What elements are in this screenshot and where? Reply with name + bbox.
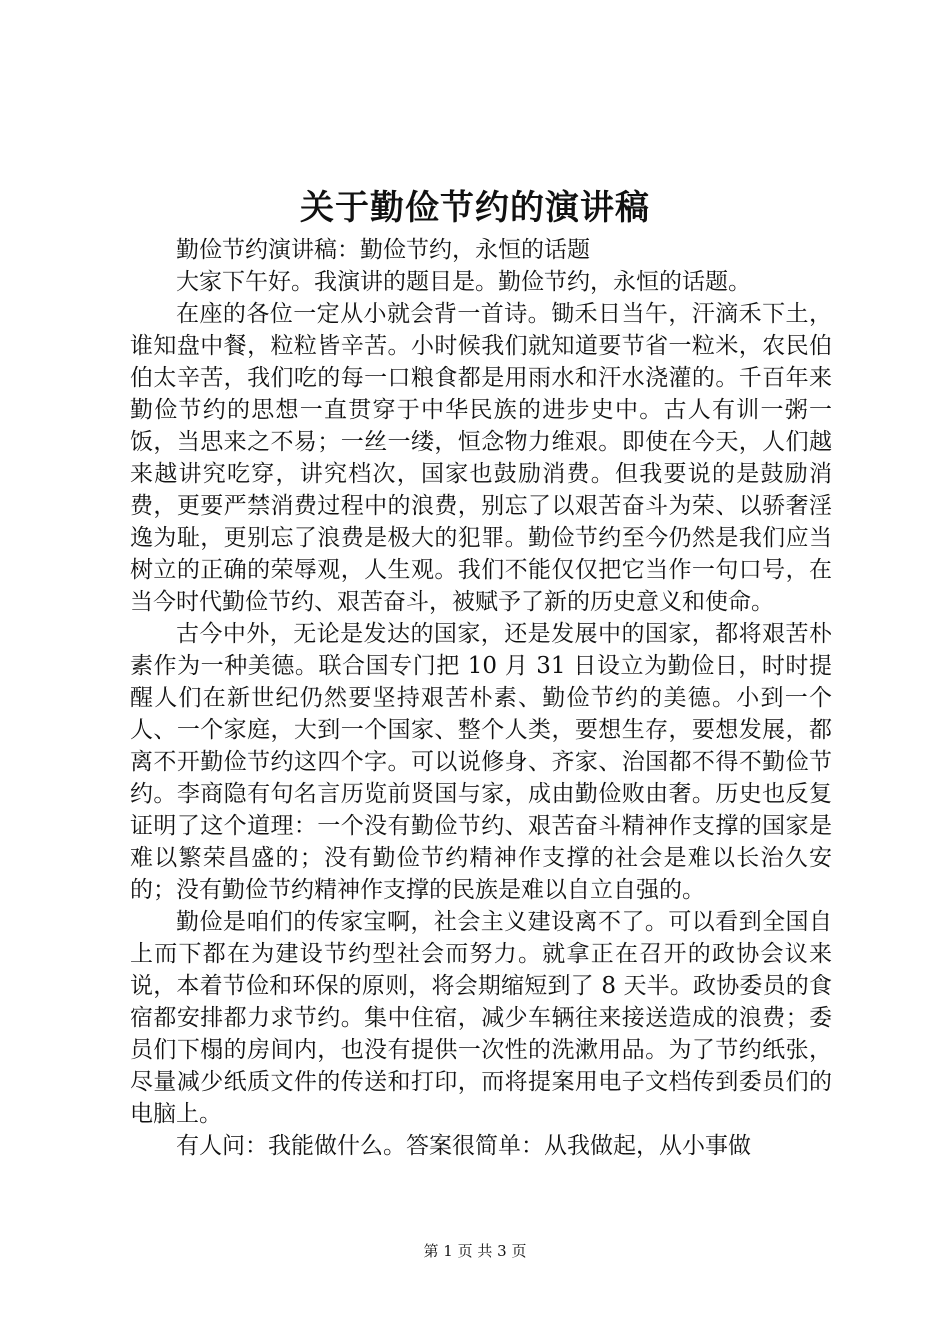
paragraph-1: 在座的各位一定从小就会背一首诗。锄禾日当午，汗滴禾下土，谁知盘中餐，粒粒皆辛苦。小时候我们就知道要节省一粒米，农民伯伯太辛苦，我们吃的每一口粮食都是用雨水和汗水浇灌的。千百年来勤俭节约的思想一直贯穿于中华民族的进步史中。古人有训一粥一饭，当思来之不易；一丝一缕，恒念物力维艰。即使在今天，人们越来越讲究吃穿，讲究档次，国家也鼓励消费。但我要说的是鼓励消费，更要严禁消费过程中的浪费，别忘了以艰苦奋斗为荣、以骄奢淫逸为耻，更别忘了浪费是极大的犯罪。勤俭节约至今仍然是我们应当树立的正确的荣辱观，人生观。我们不能仅仅把它当作一句口号，在当今时代勤俭节约、艰苦奋斗，被赋予了新的历史意义和使命。	[130, 301, 832, 615]
document-body	[130, 234, 832, 1162]
paragraph-subtitle: 勤俭节约演讲稿：勤俭节约，永恒的话题	[176, 237, 590, 263]
paragraph-2: 古今中外，无论是发达的国家，还是发展中的国家，都将艰苦朴素作为一种美德。联合国专门把 10 月 31 日设立为勤俭日，时时提醒人们在新世纪仍然要坚持艰苦朴素、勤俭节约的美德。小到一个人、一个家庭，大到一个国家、整个人类，要想生存，要想发展，都离不开勤俭节约这四个字。可以说修身、齐家、治国都不得不勤俭节约。李商隐有句名言历览前贤国与家，成由勤俭败由奢。历史也反复证明了这个道理：一个没有勤俭节约、艰苦奋斗精神作支撑的国家是难以繁荣昌盛的；没有勤俭节约精神作支撑的社会是难以长治久安的；没有勤俭节约精神作支撑的民族是难以自立自强的。	[130, 621, 832, 903]
page-footer: 第 1 页 共 3 页	[423, 1242, 527, 1260]
document-title: 关于勤俭节约的演讲稿	[300, 188, 650, 228]
paragraph-4: 有人问：我能做什么。答案很简单：从我做起，从小事做	[176, 1133, 751, 1159]
paragraph-greeting: 大家下午好。我演讲的题目是。勤俭节约，永恒的话题。	[176, 269, 751, 295]
paragraph-3: 勤俭是咱们的传家宝啊，社会主义建设离不了。可以看到全国自上而下都在为建设节约型社会而努力。就拿正在召开的政协会议来说，本着节俭和环保的原则，将会期缩短到了 8 天半。政协委员的食宿都安排都力求节约。集中住宿，减少车辆往来接送造成的浪费；委员们下榻的房间内，也没有提供一次性的洗漱用品。为了节约纸张，尽量减少纸质文件的传送和打印，而将提案用电子文档传到委员们的电脑上。	[130, 909, 832, 1127]
